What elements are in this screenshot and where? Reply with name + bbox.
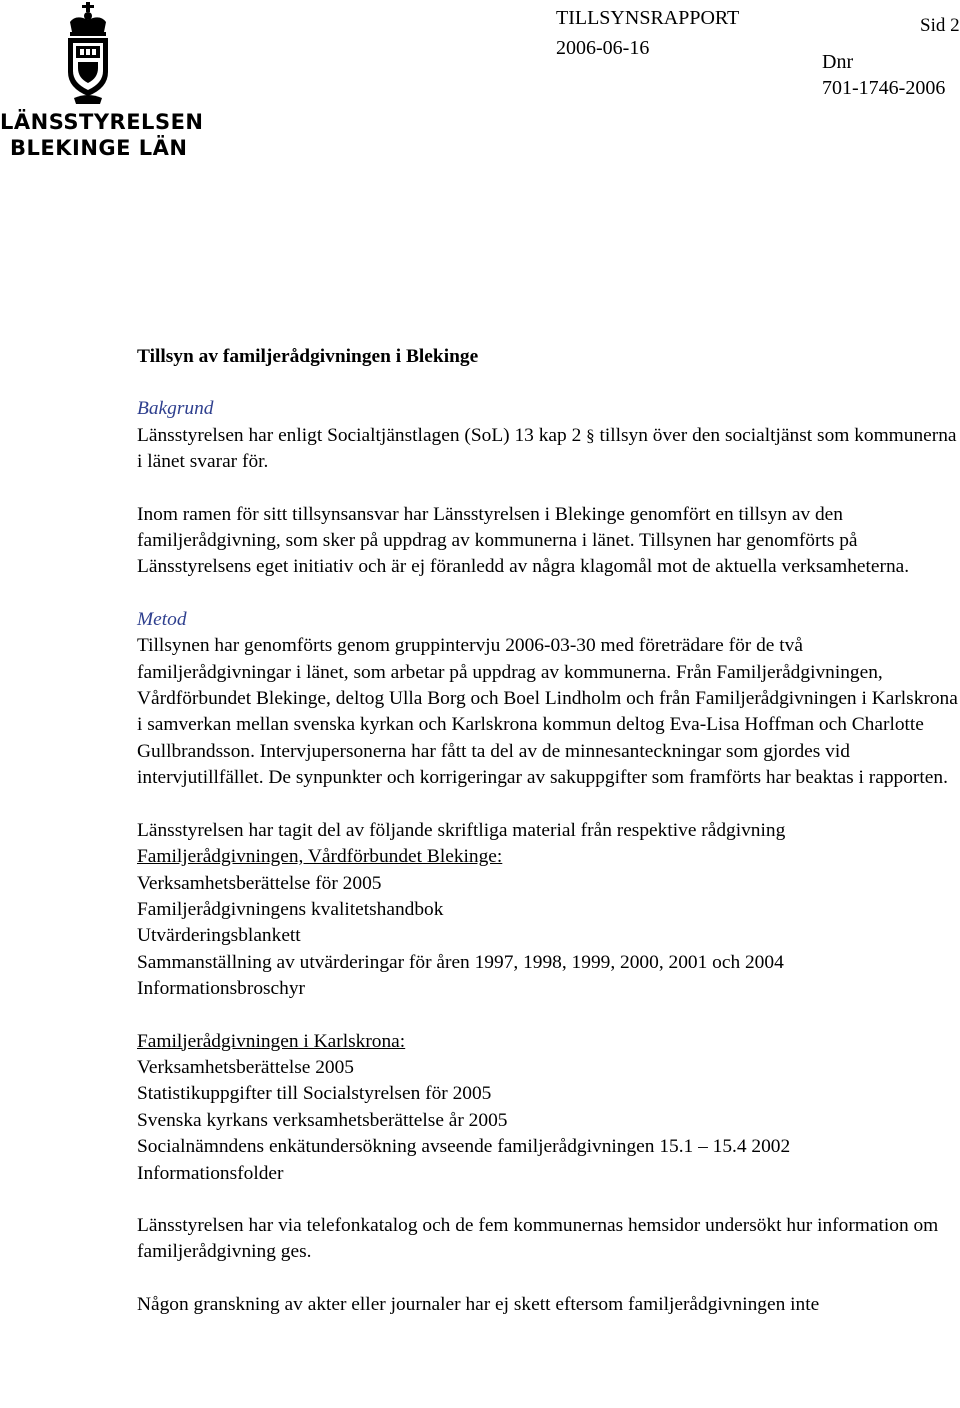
list-item: Informationsfolder [137, 1162, 284, 1184]
paragraph-metod-1: Tillsynen har genomförts genom gruppintervju 2006-03-30 med företrädare för de två familjerådgivningar i länet, som arbetar på uppdrag av kommunerna. Från Familjerådgivningen, Vårdförbundet Blekinge, deltog Ulla Borg och Boel Lindholm och från Familjerådgivningen i Karlskrona i samverkan mellan svenska kyrkan och Karlskrona kommun deltog Eva-Lisa Hoffman och Charlotte Gullbrandsson. Intervjupersonerna har fått ta del av de minnesanteckningar som gjordes vid intervjutillfället. De synpunkter och korrigeringar av sakuppgifter som framförts har beaktas i rapporten. [137, 635, 958, 789]
list-item: Utvärderingsblankett [137, 925, 301, 947]
list-item: Sammanställning av utvärderingar för åren 1997, 1998, 1999, 2000, 2001 och 2004 [137, 951, 784, 973]
paragraph-catalog: Länsstyrelsen har via telefonkatalog och de fem kommunernas hemsidor undersökt hur information om familjerådgivning ges. [137, 1214, 939, 1263]
list-item: Verksamhetsberättelse 2005 [137, 1056, 354, 1078]
list-item: Informationsbroschyr [137, 978, 306, 1000]
list-item: Statistikuppgifter till Socialstyrelsen för 2005 [137, 1083, 492, 1105]
section-sign: § [586, 425, 595, 445]
list-item: Familjerådgivningens kvalitetshandbok [137, 898, 444, 920]
document-body [137, 344, 959, 1318]
document-type: TILLSYNSRAPPORT [556, 7, 740, 29]
paragraph-bakgrund-1 [137, 423, 959, 476]
page-number: Sid 2 [920, 15, 960, 36]
list-item: Svenska kyrkans verksamhetsberättelse år 2005 [137, 1109, 508, 1131]
group-1-heading: Familjerådgivningen, Vårdförbundet Blekinge: [137, 846, 503, 868]
section-heading-metod: Metod [137, 608, 187, 630]
paragraph-text: Länsstyrelsen har enligt Socialtjänstlagen (SoL) 13 kap 2 [137, 424, 587, 446]
list-item: Socialnämndens enkätundersökning avseende familjerådgivningen 15.1 – 15.4 2002 [137, 1136, 791, 1158]
dnr-number: 701-1746-2006 [822, 77, 946, 99]
list-item: Verksamhetsberättelse för 2005 [137, 872, 382, 894]
crown-crest-icon [64, 2, 112, 106]
paragraph-material-intro: Länsstyrelsen har tagit del av följande skriftliga material från respektive rådgivning [137, 819, 786, 841]
paragraph-text: tillsyn över den socialtjänst som kommunerna i länet svarar för. [137, 424, 957, 473]
paragraph-last: Någon granskning av akter eller journaler har ej skett eftersom familjerådgivningen inte [137, 1293, 820, 1315]
paragraph-bakgrund-2: Inom ramen för sitt tillsynsansvar har Länsstyrelsen i Blekinge genomfört en tillsyn av den familjerådgivning, som sker på uppdrag av kommunerna i länet. Tillsynen har genomförts på Länsstyrelsens eget initiativ och är ej föranledd av några klagomål mot de aktuella verksamheterna. [137, 503, 910, 578]
document-title: Tillsyn av familjerådgivningen i Blekinge [137, 346, 479, 367]
lansstyrelsen-logo [0, 0, 204, 170]
dnr-label: Dnr [822, 51, 854, 73]
section-heading-bakgrund: Bakgrund [137, 398, 214, 420]
document-date: 2006-06-16 [556, 37, 650, 59]
org-name-line-2: BLEKINGE LÄN [10, 136, 188, 160]
group-2-heading: Familjerådgivningen i Karlskrona: [137, 1030, 406, 1052]
org-name-line-1: LÄNSSTYRELSEN [0, 110, 204, 134]
